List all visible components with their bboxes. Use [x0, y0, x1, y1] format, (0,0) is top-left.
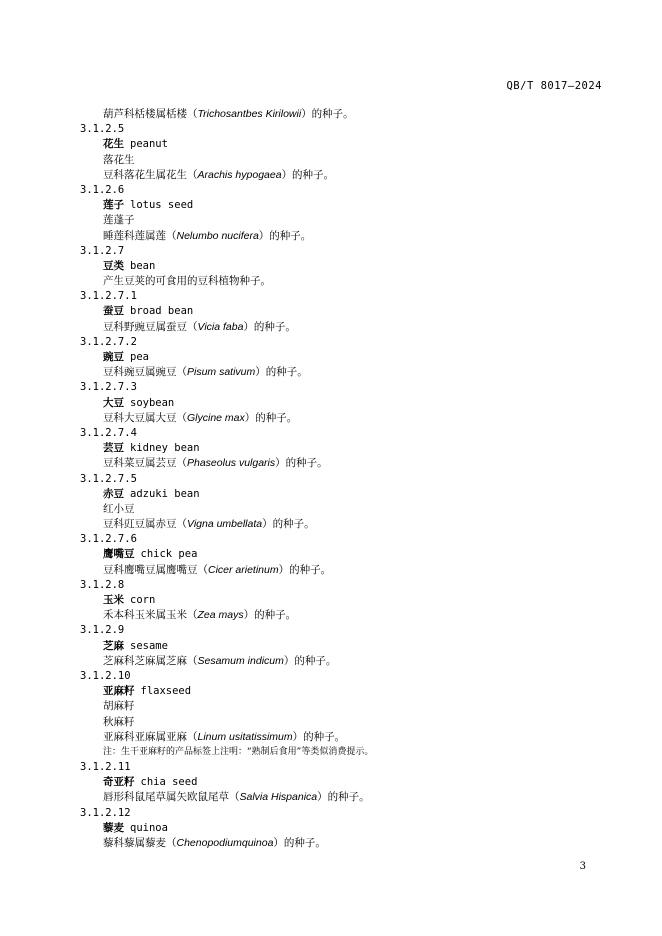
- document-body: [80, 107, 620, 851]
- clause-number: 3.1.2.7: [80, 244, 125, 257]
- definition-prefix: 豆科落花生属花生（: [103, 168, 198, 181]
- definition-suffix: ）的种子。: [281, 168, 335, 181]
- synonym-or-definition: 产生豆荚的可食用的豆科植物种子。: [103, 275, 271, 288]
- definition-text: [80, 608, 620, 623]
- term-english: broad bean: [130, 305, 194, 318]
- synonym-or-definition: 胡麻籽: [103, 700, 135, 713]
- term-entry: [80, 487, 620, 502]
- term-english: peanut: [130, 138, 168, 151]
- term-english: soybean: [130, 396, 175, 409]
- latin-name: Chenopodiumquinoa: [176, 837, 274, 849]
- standard-code-header: QB/T 8017—2024: [506, 80, 602, 92]
- definition-suffix: ）的种子。: [258, 229, 312, 242]
- definition-prefix: 豆科豌豆属豌豆（: [103, 366, 187, 379]
- term-chinese: 鹰嘴豆: [103, 548, 135, 561]
- term-entry: [80, 684, 620, 699]
- latin-name: Phaseolus vulgaris: [187, 457, 276, 470]
- term-entry: [80, 396, 620, 411]
- term-english: kidney bean: [130, 442, 200, 455]
- term-chinese: 亚麻籽: [103, 685, 135, 698]
- clause-number: 3.1.2.7.1: [80, 290, 137, 303]
- clause-number: 3.1.2.10: [80, 669, 131, 682]
- latin-name: Vigna umbellata: [187, 518, 263, 531]
- latin-name: Sesamum indicum: [197, 654, 284, 667]
- definition-prefix: 禾本科玉米属玉米（: [103, 609, 198, 622]
- clause-number: 3.1.2.11: [80, 761, 131, 774]
- clause-number: 3.1.2.7.6: [80, 533, 137, 546]
- definition-prefix: 豆科豇豆属赤豆（: [103, 518, 187, 531]
- latin-name: Salvia Hispanica: [239, 791, 318, 804]
- clause-number: 3.1.2.6: [80, 183, 125, 196]
- term-chinese: 豆类: [103, 259, 124, 272]
- definition-prefix: 豆科大豆属大豆（: [103, 411, 187, 424]
- term-entry: [80, 198, 620, 213]
- term-chinese: 玉米: [103, 594, 124, 606]
- term-english: pea: [130, 351, 149, 363]
- synonym-or-definition: 秋麻籽: [103, 715, 135, 728]
- latin-name: Nelumbo nucifera: [176, 229, 259, 242]
- latin-name: Glycine max: [187, 411, 245, 424]
- term-english: bean: [130, 259, 156, 272]
- definition-text: [80, 654, 620, 669]
- definition-prefix: 芝麻科芝麻属芝麻（: [103, 654, 198, 667]
- term-chinese: 奇亚籽: [103, 776, 135, 789]
- term-english: corn: [130, 594, 156, 606]
- definition-text: [80, 320, 620, 335]
- definition-suffix: ）的种子。: [301, 108, 354, 120]
- latin-name: Vicia faba: [197, 320, 244, 333]
- definition-prefix: 藜科藜属藜麦（: [103, 837, 177, 849]
- clause-number: 3.1.2.9: [80, 624, 125, 637]
- term-english: flaxseed: [140, 685, 192, 698]
- term-entry: [80, 304, 620, 319]
- definition-suffix: ）的种子。: [278, 563, 332, 576]
- definition-text: [80, 229, 620, 244]
- definition-text: [80, 517, 620, 532]
- definition-suffix: ）的种子。: [262, 518, 315, 531]
- definition-suffix: ）的种子。: [273, 837, 326, 849]
- definition-text: [80, 790, 620, 805]
- term-chinese: 藜麦: [103, 821, 124, 834]
- definition-prefix: 豆科鹰嘴豆属鹰嘴豆（: [103, 563, 208, 576]
- definition-text: [80, 730, 620, 745]
- term-entry: [80, 593, 620, 608]
- definition-suffix: ）的种子。: [292, 730, 346, 743]
- definition-prefix: 豆科野豌豆属蚕豆（: [103, 320, 198, 333]
- definition-prefix: 唇形科鼠尾草属矢欧鼠尾草（: [103, 791, 240, 804]
- latin-name: Arachis hypogaea: [197, 168, 282, 181]
- clause-number: 3.1.2.7.2: [80, 335, 137, 348]
- definition-suffix: ）的种子。: [255, 366, 308, 379]
- term-english: chick pea: [140, 548, 198, 561]
- term-entry: [80, 821, 620, 836]
- term-chinese: 蚕豆: [103, 305, 124, 318]
- definition-text: [80, 107, 620, 122]
- definition-text: [80, 456, 620, 471]
- synonym-or-definition: 落花生: [103, 153, 135, 166]
- term-entry: [80, 547, 620, 562]
- clause-number: 3.1.2.8: [80, 578, 125, 591]
- definition-prefix: 葫芦科栝楼属栝楼（: [103, 108, 198, 120]
- term-chinese: 花生: [103, 138, 124, 151]
- term-chinese: 大豆: [103, 396, 124, 409]
- term-entry: [80, 350, 620, 365]
- definition-prefix: 亚麻科亚麻属亚麻（: [103, 730, 198, 743]
- clause-number: 3.1.2.7.5: [80, 472, 137, 485]
- term-entry: [80, 639, 620, 654]
- term-english: chia seed: [140, 776, 198, 789]
- latin-name: Zea mays: [197, 609, 244, 622]
- term-entry: [80, 137, 620, 152]
- definition-prefix: 豆科菜豆属芸豆（: [103, 457, 187, 470]
- latin-name: Linum usitatissimum: [197, 730, 293, 743]
- clause-number: 3.1.2.5: [80, 123, 125, 136]
- clause-number: 3.1.2.12: [80, 806, 131, 819]
- term-chinese: 豌豆: [103, 351, 124, 363]
- clause-number: 3.1.2.7.4: [80, 426, 137, 439]
- term-english: adzuki bean: [130, 487, 200, 500]
- term-chinese: 赤豆: [103, 487, 124, 500]
- definition-text: [80, 168, 620, 183]
- synonym-or-definition: 红小豆: [103, 502, 135, 515]
- definition-text: [80, 411, 620, 426]
- definition-prefix: 睡莲科莲属莲（: [103, 229, 177, 242]
- term-entry: [80, 259, 620, 274]
- definition-text: [80, 563, 620, 578]
- definition-suffix: ）的种子。: [244, 411, 298, 424]
- term-chinese: 芸豆: [103, 442, 124, 455]
- definition-suffix: ）的种子。: [283, 654, 337, 667]
- definition-text: [80, 365, 620, 380]
- definition-suffix: ）的种子。: [317, 791, 370, 804]
- page-number: 3: [579, 861, 586, 872]
- term-entry: [80, 441, 620, 456]
- latin-name: Pisum sativum: [187, 366, 256, 379]
- definition-text: [80, 836, 620, 851]
- term-english: quinoa: [130, 821, 168, 834]
- term-english: lotus seed: [130, 199, 194, 212]
- note-text: 注：生干亚麻籽的产品标签上注明：“熟制后食用”等类似消费提示。: [103, 746, 374, 757]
- term-entry: [80, 775, 620, 790]
- synonym-or-definition: 莲蓬子: [103, 214, 135, 227]
- clause-number: 3.1.2.7.3: [80, 381, 137, 394]
- definition-suffix: ）的种子。: [243, 320, 296, 333]
- latin-name: Cicer arietinum: [208, 563, 279, 576]
- definition-suffix: ）的种子。: [243, 609, 297, 622]
- term-english: sesame: [130, 639, 168, 652]
- definition-suffix: ）的种子。: [275, 457, 328, 470]
- term-chinese: 芝麻: [103, 639, 124, 652]
- term-chinese: 莲子: [103, 199, 124, 212]
- latin-name: Trichosantbes Kirilowii: [197, 108, 302, 120]
